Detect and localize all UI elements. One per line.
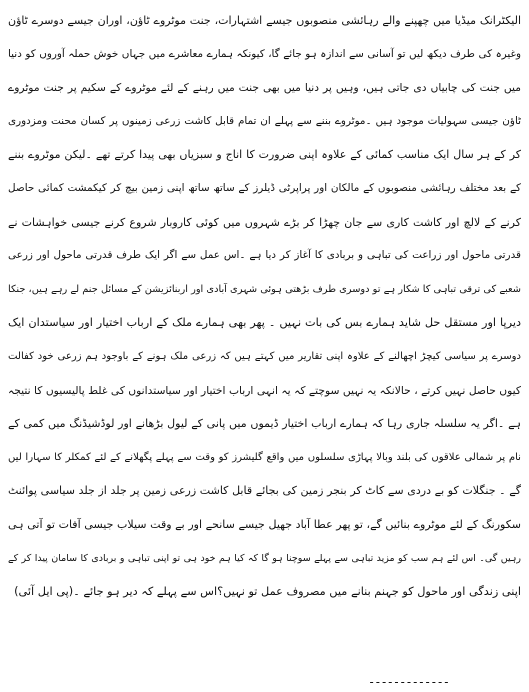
article-line: گے ۔ جنگلات کو بے دردی سے کاٹ کر بنجر زمین کی بجائے قابل کاشت زرعی زمین پر جلد از جلد سیاسی پوائنٹ — [8, 484, 521, 498]
article-line: قدرتی ماحول اور زراعت کی تباہی و بربادی کا آغاز کر دیا ہے ۔اس عمل سے اگر ایک طرف قدرتی ماحول اور زرعی — [8, 249, 521, 262]
article-line: الیکٹرانک میڈیا میں چھپنے والے رہائشی منصوبوں جیسے اشتہارات، جنت موٹروے ٹاؤن، اوران جیسے دوسرے ٹاؤن — [8, 14, 521, 27]
article-line: کر کے ہر سال ایک مناسب کمائی کے علاوہ اپنی ضرورت کا اناج و سبزیاں بھی پیدا کرتے تھے ۔لیکن موٹروے بننے — [8, 148, 521, 162]
article-line: ہے ۔اگر یہ سلسلہ جاری رہا کہ ہمارے ارباب اختیار ڈیموں میں پانی کے لیول بڑھانے اور لوڈشیڈنگ میں کمی کے — [8, 417, 521, 431]
article-line: کے بعد مختلف رہائشی منصوبوں کے مالکان اور پراپرٹی ڈیلرز کے ساتھ ساتھ اپنی زمین بیچ کر کیکمشت کمائی حاصل — [8, 181, 521, 194]
article-line: سکورنگ کے لئے موٹروے بنائیں گے، تو پھر عطا آباد جھیل جیسے سانحے اور بے وقت سیلاب جیسی آفات تو آتی ہی — [8, 517, 521, 531]
article-line: دوسرے پر سیاسی کیچڑ اچھالنے کے علاوہ اپنی تقاریر میں کہتے ہیں کہ زرعی ملک ہونے کے باوجود ہم زرعی خود کفالت — [8, 350, 521, 362]
article-line-final: اپنی زندگی اور ماحول کو جہنم بنانے میں مصروف عمل تو نہیں؟اس سے پہلے کہ دیر ہو جائے ۔(پی ایل آئی) — [14, 585, 521, 599]
article-line: وغیرہ کی طرف دیکھ لیں تو آسانی سے اندازہ ہو جائے گا، کیونکہ ہمارے معاشرے میں جہاں خوش حملہ آوروں کو دنیا — [8, 47, 521, 60]
article-line: رہیں گی۔ اس لئے ہم سب کو مزید تباہی سے پہلے سوچنا ہو گا کہ کیا ہم خود ہی تو اپنی تباہی و بربادی کا سامان پیدا کر کے — [8, 552, 521, 564]
article-line: نام پر شمالی علاقوں کی بلند وبالا پہاڑی سلسلوں میں واقع گلیشرز کو وقت سے پہلے پگھلانے کے لئے کمکلر کا سہارا لیں — [8, 451, 521, 463]
article-line: ٹاؤن جیسی سہولیات موجود ہیں ۔موٹروے بننے سے پہلے ان تمام قابل کاشت زرعی زمینوں پر کسان محنت ومزدوری — [8, 114, 521, 127]
article-line: میں جنت کی چابیاں دی جاتی ہیں، وہیں پر دنیا میں بھی جنت میں رہنے کے لئے موٹروے کے سکیم پر جنت موٹروے — [8, 81, 521, 95]
article-line: کرنے کے لالچ اور کاشت کاری سے جان چھڑا کر بڑے شہروں میں کوئی کاروبار شروع کرنے جیسی خواہشات نے — [8, 215, 521, 229]
article-line: دیرپا اور مستقل حل شاید ہمارے بس کی بات نہیں ۔ پھر بھی ہمارے ملک کے ارباب اختیار اور سیاستدان ایک — [8, 316, 521, 330]
end-separator: ------------- — [368, 675, 449, 689]
article-line: شعبے کی ترقی تباہی کا شکار ہے تو دوسری طرف بڑھتی ہوئی شہری آبادی اور اربنائزیشن کے مسائل جنم لے رہے ہیں، جنکا — [8, 283, 521, 295]
article-line: کیوں حاصل نہیں کرتے ، حالانکہ یہ نہیں سوچتے کہ یہ انہی ارباب اختیار اور سیاستدانوں کی غلط پالیسیوں کا نتیجہ — [8, 383, 521, 397]
article-body — [8, 4, 521, 609]
